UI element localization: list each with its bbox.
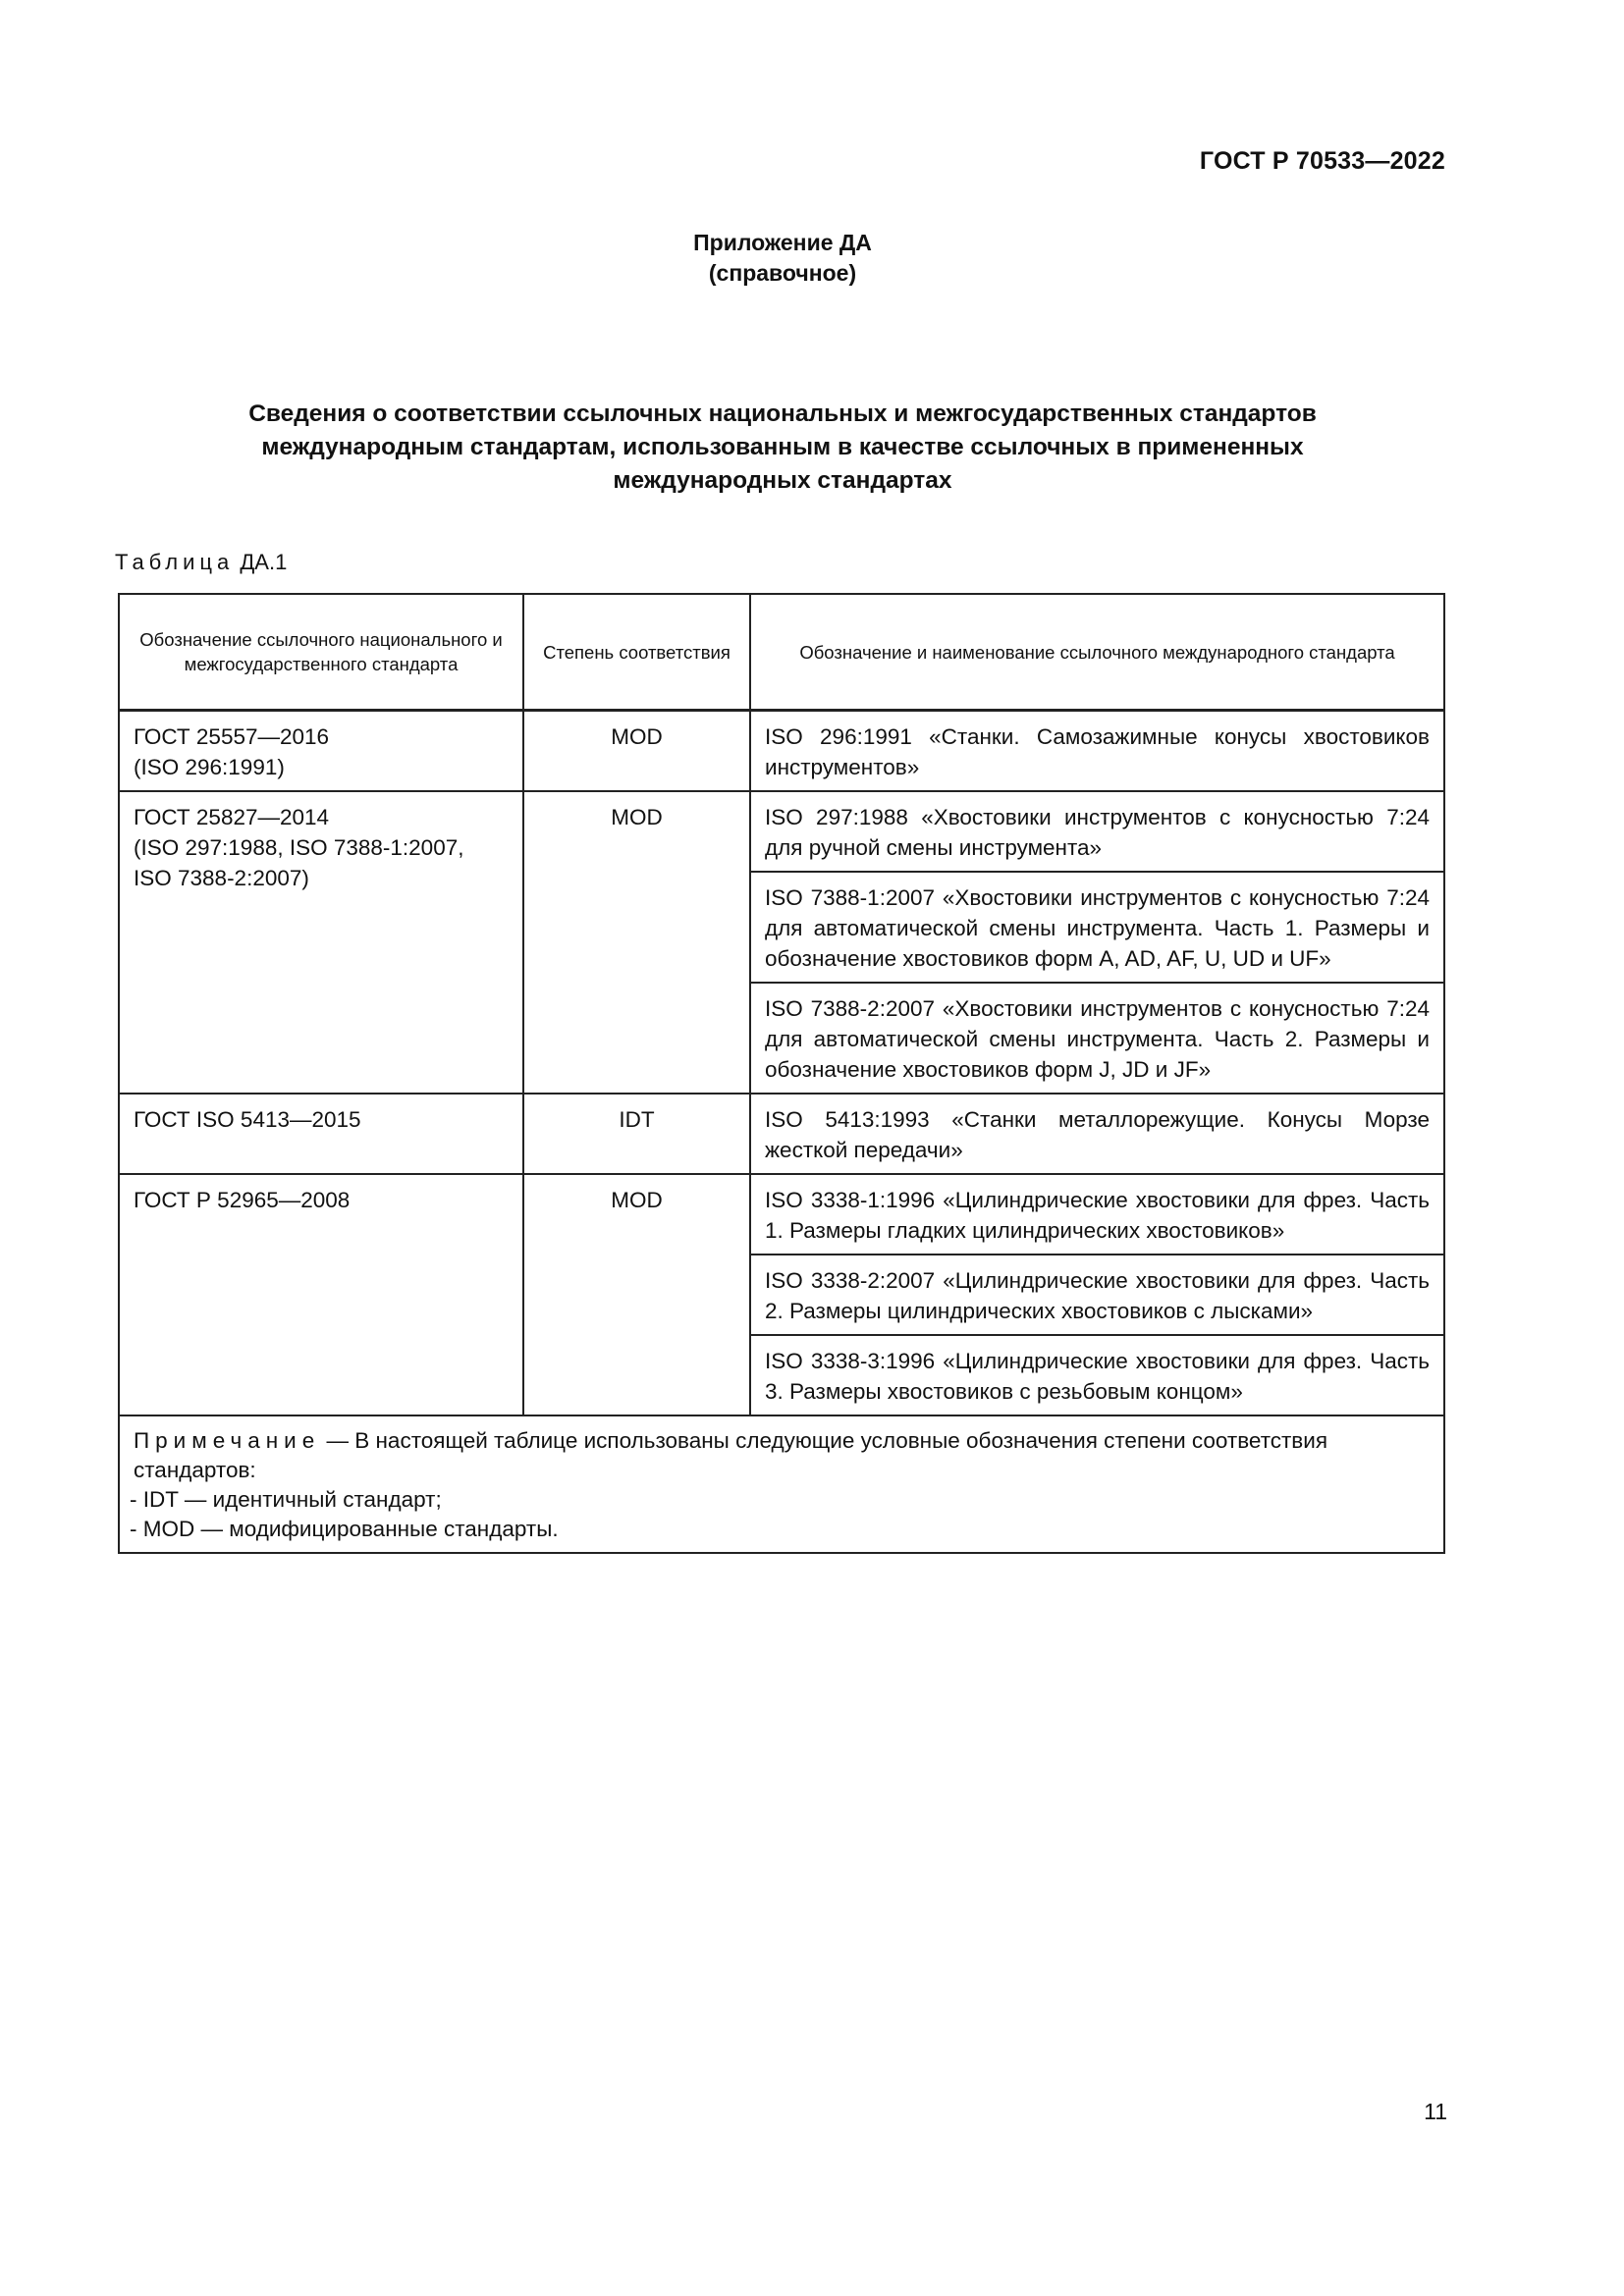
degree-cell: MOD	[523, 1174, 750, 1415]
table-row	[119, 1174, 1444, 1255]
international-standard-cell: ISO 297:1988 «Хвостовики инструментов с конусностью 7:24 для ручной смены инструмента»	[750, 791, 1444, 872]
appendix-label: Приложение ДА	[693, 230, 872, 255]
national-standard-cell: ГОСТ Р 52965—2008	[119, 1174, 523, 1415]
note-text: — В настоящей таблице использованы следующие условные обозначения степени соответствия стандартов:	[134, 1428, 1328, 1482]
table-row	[119, 791, 1444, 872]
degree-cell: MOD	[523, 791, 750, 1094]
table-note-row	[119, 1415, 1444, 1553]
table-caption	[115, 550, 287, 575]
table-caption-number: ДА.1	[240, 550, 288, 574]
table-row	[119, 1094, 1444, 1174]
degree-cell: MOD	[523, 711, 750, 792]
section-heading	[137, 398, 1428, 498]
heading-line: международных стандартах	[613, 467, 952, 494]
table-caption-word: Таблица	[115, 550, 235, 574]
national-standard-cell: ГОСТ ISO 5413—2015	[119, 1094, 523, 1174]
heading-line: международным стандартам, использованным в качестве ссылочных в примененных	[261, 434, 1304, 460]
document-code: ГОСТ Р 70533—2022	[1199, 147, 1445, 175]
appendix-title	[0, 228, 1565, 289]
national-standard-cell: ГОСТ 25557—2016 (ISO 296:1991)	[119, 711, 523, 792]
page-number: 11	[1424, 2099, 1447, 2124]
international-standard-cell: ISO 7388-1:2007 «Хвостовики инструментов с конусностью 7:24 для автоматической смены инструмента. Часть 1. Размеры и обозначение хвостовиков форм A, AD, AF, U, UD и UF»	[750, 872, 1444, 983]
international-standard-cell: ISO 7388-2:2007 «Хвостовики инструментов с конусностью 7:24 для автоматической смены инструмента. Часть 2. Размеры и обозначение хвостовиков форм J, JD и JF»	[750, 983, 1444, 1094]
international-standard-cell: ISO 3338-3:1996 «Цилиндрические хвостовики для фрез. Часть 3. Размеры хвостовиков с резьбовым концом»	[750, 1335, 1444, 1415]
national-standard-cell: ГОСТ 25827—2014 (ISO 297:1988, ISO 7388-1:2007, ISO 7388-2:2007)	[119, 791, 523, 1094]
table-note	[119, 1415, 1444, 1553]
heading-line: Сведения о соответствии ссылочных национальных и межгосударственных стандартов	[248, 400, 1317, 427]
note-list-item: - IDT — идентичный стандарт;	[130, 1487, 442, 1512]
standards-table	[118, 593, 1445, 1554]
international-standard-cell: ISO 3338-1:1996 «Цилиндрические хвостовики для фрез. Часть 1. Размеры гладких цилиндрических хвостовиков»	[750, 1174, 1444, 1255]
appendix-type: (справочное)	[708, 260, 857, 286]
degree-cell: IDT	[523, 1094, 750, 1174]
international-standard-cell: ISO 296:1991 «Станки. Самозажимные конусы хвостовиков инструментов»	[750, 711, 1444, 792]
note-label: Примечание	[134, 1428, 321, 1453]
header-national-standard: Обозначение ссылочного национального и межгосударственного стандарта	[119, 594, 523, 711]
header-degree: Степень соответствия	[523, 594, 750, 711]
table-header-row	[119, 594, 1444, 711]
international-standard-cell: ISO 3338-2:2007 «Цилиндрические хвостовики для фрез. Часть 2. Размеры цилиндрических хвостовиков с лысками»	[750, 1255, 1444, 1335]
note-list-item: - MOD — модифицированные стандарты.	[130, 1517, 559, 1541]
header-international-standard: Обозначение и наименование ссылочного международного стандарта	[750, 594, 1444, 711]
international-standard-cell: ISO 5413:1993 «Станки металлорежущие. Конусы Морзе жесткой передачи»	[750, 1094, 1444, 1174]
note-first-line	[134, 1426, 1430, 1485]
table-row	[119, 711, 1444, 792]
